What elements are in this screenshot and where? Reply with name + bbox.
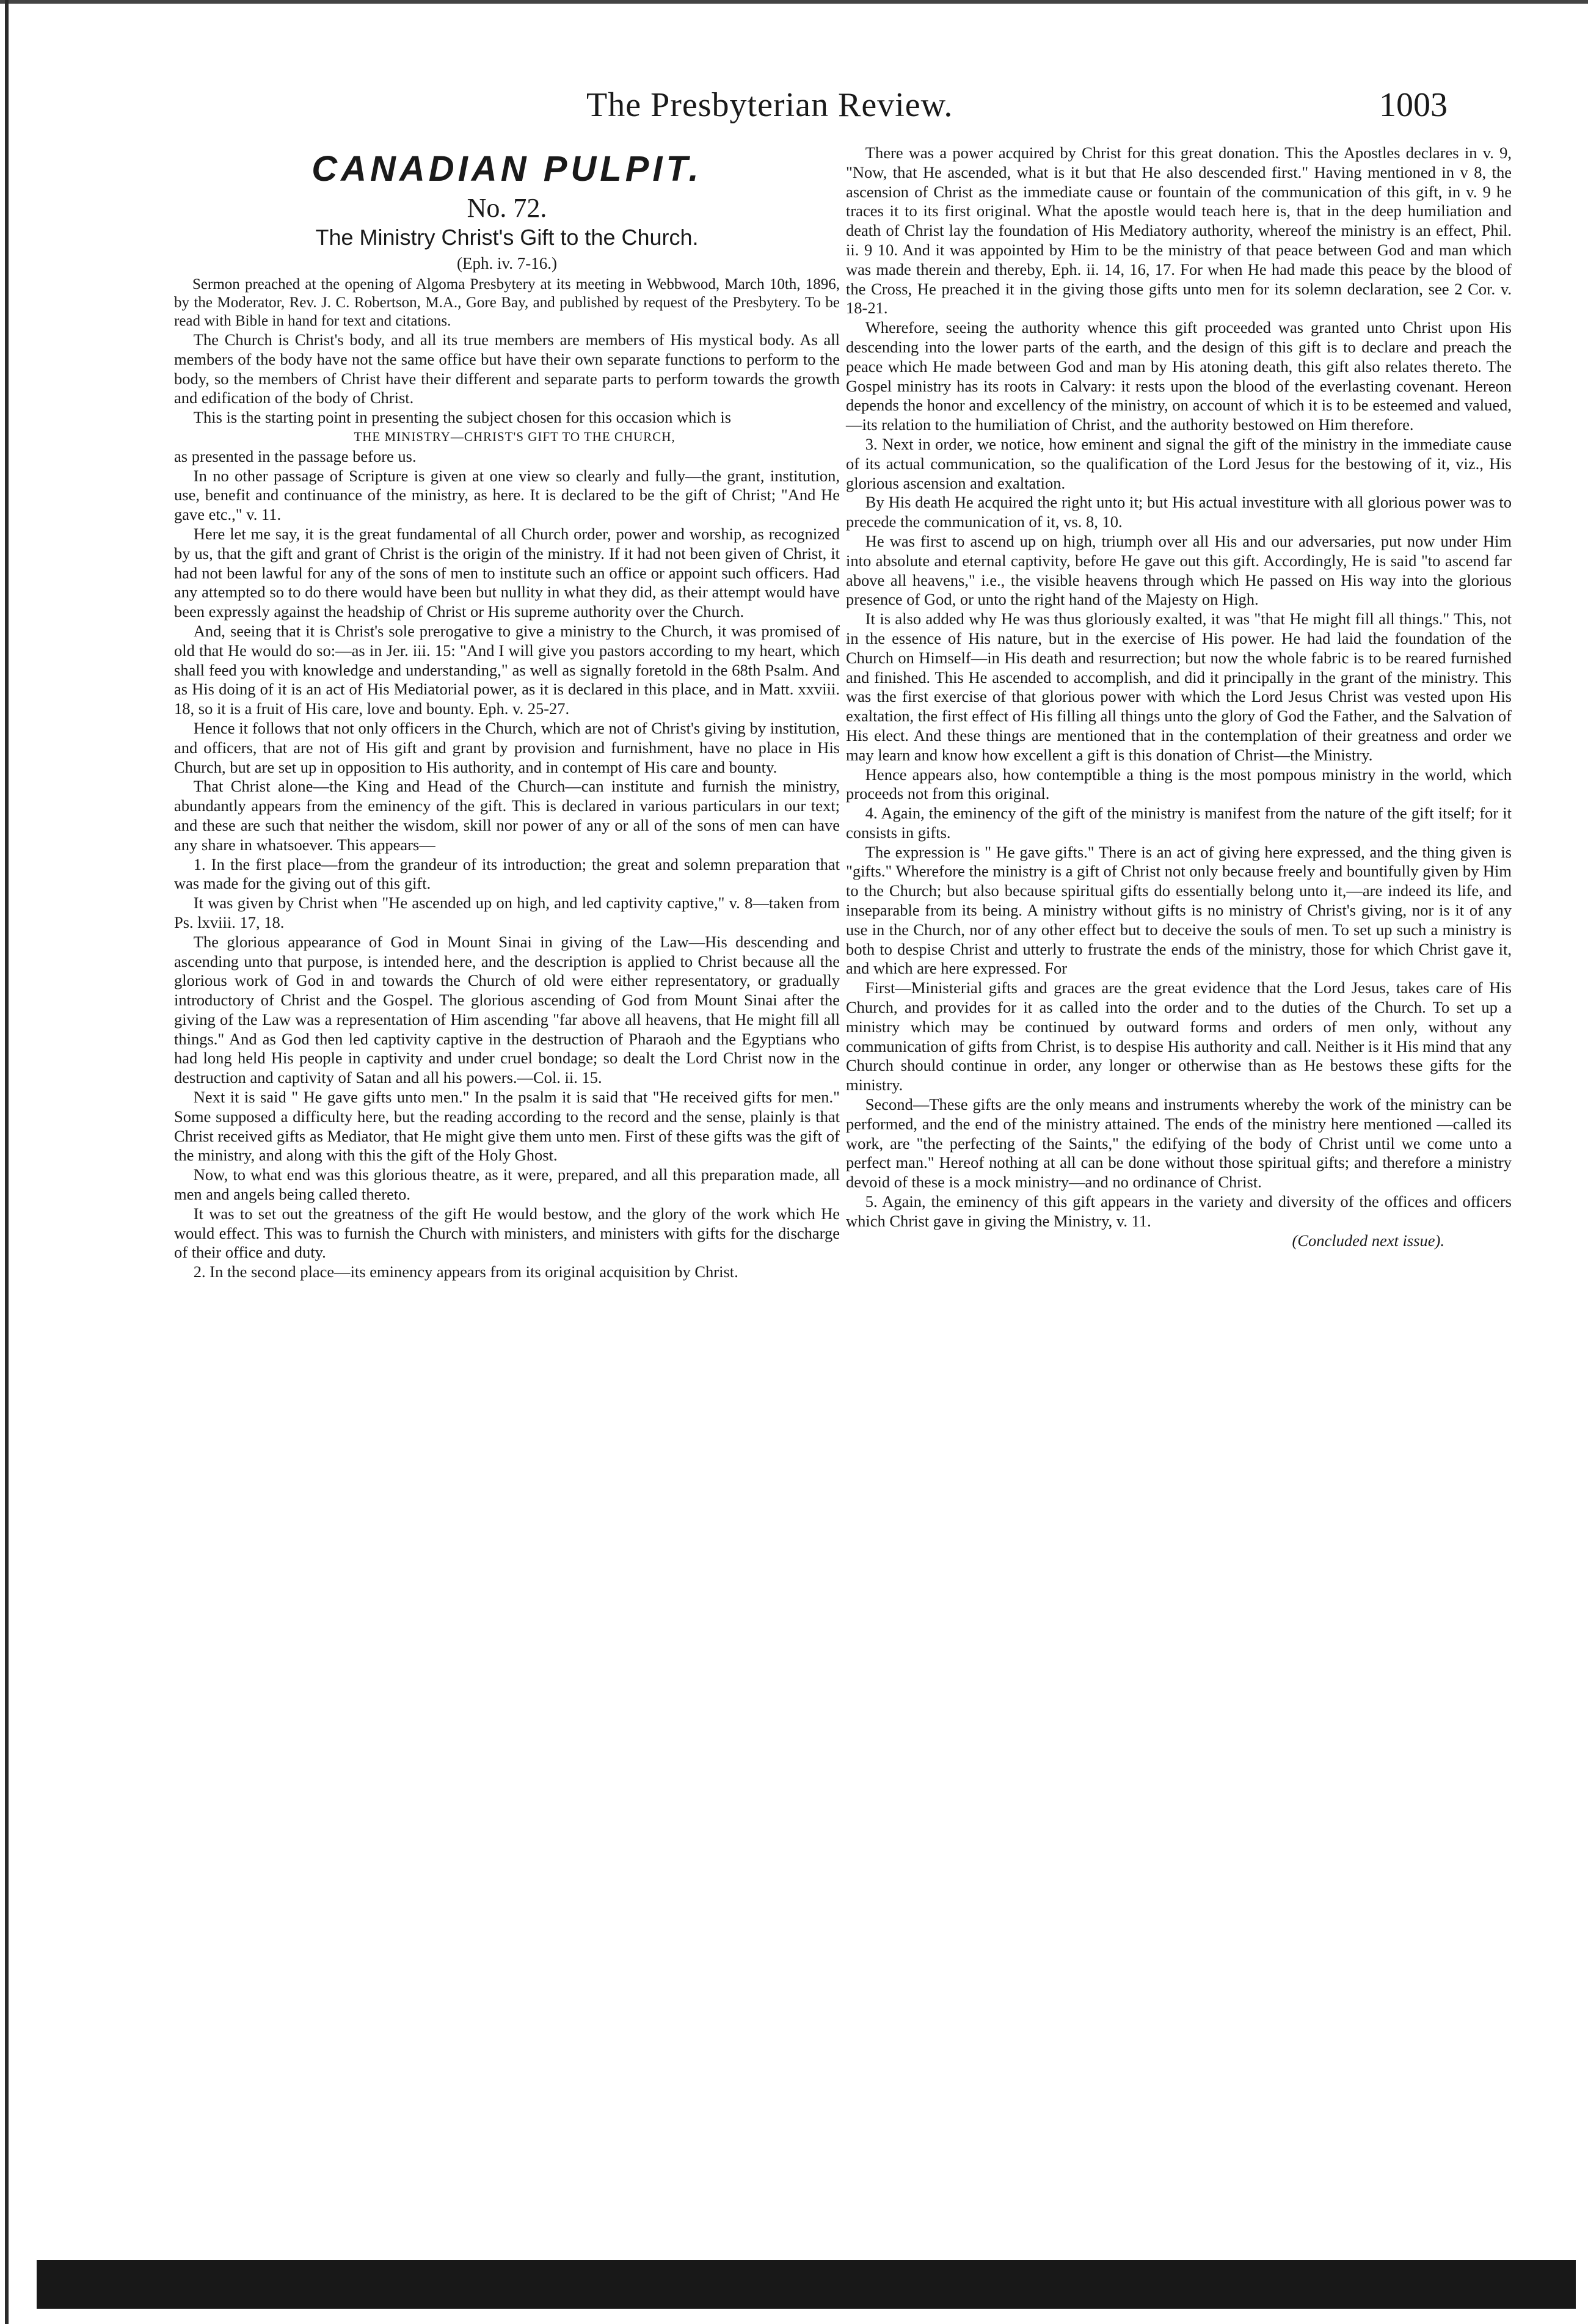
- paragraph: It was to set out the greatness of the gift He would bestow, and the glory of the work which He would effect. This was to furnish the Church with ministers, and ministers with gifts for the discharge of their office and duty.: [174, 1204, 840, 1262]
- paragraph: There was a power acquired by Christ for this great donation. This the Apostles declares in v. 9, "Now, that He ascended, what is it but that He also descended first." Having mentioned in v 8, the ascension of Christ as the immediate cause or fountain of the communication of this gift, in v. 9 he traces it to its first original. What the apostle would teach here is, that in the deep humiliation and death of Christ lay the foundation of His Mediatory authority, whereof the ministry is an effect, Phil. ii. 9 10. And it was appointed by Him to be the ministry of that peace between God and man which was made therein and thereby, Eph. ii. 14, 16, 17. For when He had made this peace by the blood of the Cross, He preached it in the giving those gifts unto men for its solemn declaration, see 2 Cor. v. 18-21.: [846, 144, 1512, 318]
- paragraph: The glorious appearance of God in Mount Sinai in giving of the Law—His descending and ascending unto that purpose, is intended here, and the description is applied to Christ because all the glorious work of God in and towards the Church of old were either representatory, or gradually introductory of Christ and the Gospel. The glorious ascending of God from Mount Sinai after the giving of the Law was a representation of Him ascending "far above all heavens, that He might fill all things." And as God then led captivity captive in the destruction of Pharaoh and the Egyptians who had long held His people in captivity and under cruel bondage; so dealt the Lord Christ now in the destruction and captivity of Satan and all his powers.—Col. ii. 15.: [174, 932, 840, 1087]
- paragraph: In no other passage of Scripture is given at one view so clearly and fully—the grant, institution, use, benefit and continuance of the ministry, as here. It is declared to be the gift of Christ; "And He gave etc.," v. 11.: [174, 466, 840, 524]
- paragraph: And, seeing that it is Christ's sole prerogative to give a ministry to the Church, it was promised of old that He would do so:—as in Jer. iii. 15: "And I will give you pastors according to my heart, which shall feed you with knowledge and understanding," as well as signally foretold in the 68th Psalm. And as His doing of it is an act of His Mediatorial power, as it is declared in this place, and in Matt. xxviii. 18, so it is a fruit of His care, love and bounty. Eph. v. 25-27.: [174, 621, 840, 718]
- paragraph: First—Ministerial gifts and graces are the great evidence that the Lord Jesus, takes care of His Church, and provides for it as called into the order and to the duties of the Church. To set up a ministry which may be continued by outward forms and orders of men only, without any communication of gifts from Christ, is to despise His authority and call. Neither is it His mind that any Church should continue in order, any longer or otherwise than as He bestows these gifts for the ministry.: [846, 978, 1512, 1095]
- section-title: CANADIAN PULPIT.: [311, 149, 702, 189]
- paragraph: 4. Again, the eminency of the gift of the ministry is manifest from the nature of the gift itself; for it consists in gifts.: [846, 804, 1512, 842]
- paragraph: This is the starting point in presenting the subject chosen for this occasion which is: [193, 408, 732, 427]
- top-rule: [0, 0, 1588, 4]
- paragraph: Now, to what end was this glorious theatre, as it were, prepared, and all this preparation made, all men and angels being called thereto.: [174, 1165, 840, 1204]
- paragraph: The expression is " He gave gifts." There is an act of giving here expressed, and the thing given is "gifts." Wherefore the ministry is a gift of Christ not only because freely and bountifully given by Him to the Church; but also because spiritual gifts do essentially belong unto it,—are indeed its life, and inseparable from its being. A ministry without gifts is no ministry of Christ's giving, nor is it of any use in the Church, nor of any other effect but to deceive the souls of men. To set up such a ministry is both to despise Christ and utterly to frustrate the ends of the ministry, those for which Christ gave it, and which are here expressed. For: [846, 842, 1512, 978]
- sermon-title: The Ministry Christ's Gift to the Church.: [315, 225, 699, 250]
- paragraph: Hence it follows that not only officers in the Church, which are not of Christ's giving by institution, and officers, that are not of His gift and grant by provision and furnishment, have no place in His Church, but are set up in opposition to His authority, and in contempt of His care and bounty.: [174, 718, 840, 776]
- scripture-reference: (Eph. iv. 7-16.): [457, 254, 557, 272]
- sermon-number: No. 72.: [467, 193, 547, 223]
- sermon-note: Sermon preached at the opening of Algoma Presbytery at its meeting in Webbwood, March 10th, 1896, by the Moderator, Rev. J. C. Robertson, M.A., Gore Bay, and published by request of the Presbytery. To be read with Bible in hand for text and citations.: [174, 276, 840, 329]
- left-column: [174, 144, 840, 1282]
- paragraph: Hence appears also, how contemptible a thing is the most pompous ministry in the world, which proceeds not from this original.: [846, 765, 1512, 803]
- page-number: 1003: [1379, 86, 1448, 124]
- left-margin-rule: [5, 0, 9, 2324]
- paragraph: The Church is Christ's body, and all its true members are members of His mystical body. As all members of the body have not the same office but have their own separate functions to perform to the body, so the members of Christ have their different and separate parts to perform towards the growth and edification of the body of Christ.: [174, 330, 840, 407]
- paragraph: Second—These gifts are the only means and instruments whereby the work of the ministry can be performed, and the end of the ministry attained. The ends of the ministry here mentioned —called its work, are "the perfecting of the Saints," the edifying of the body of Christ until we come unto a perfect man." Hereof nothing at all can be done without those spiritual gifts; and therefore a ministry devoid of these is a mock ministry—and no ordinance of Christ.: [846, 1095, 1512, 1192]
- paragraph: He was first to ascend up on high, triumph over all His and our adversaries, put now under Him into absolute and eternal captivity, before He gave out this gift. Accordingly, He is said "to ascend far above all heavens," i.e., the visible heavens through which He passed on His way into the glorious presence of God, or unto the right hand of the Majesty on High.: [846, 531, 1512, 609]
- paragraph: That Christ alone—the King and Head of the Church—can institute and furnish the ministry, abundantly appears from the eminency of the gift. This is declared in various particulars in our text; and these are such that neither the wisdom, skill nor power of any or all of the sons of men can have any share in whatsoever. This appears—: [174, 777, 840, 854]
- paragraph: 5. Again, the eminency of this gift appears in the variety and diversity of the offices and officers which Christ gave in giving the Ministry, v. 11.: [846, 1192, 1512, 1230]
- paragraph: 1. In the first place—from the grandeur of its introduction; the great and solemn preparation that was made for the giving out of this gift.: [174, 854, 840, 893]
- right-column: [846, 144, 1512, 1250]
- paragraph: It is also added why He was thus gloriously exalted, it was "that He might fill all things." This, not in the essence of His nature, but in the exercise of His power. He had laid the foundation of the Church on Himself—in His death and resurrection; but now the whole fabric is to be reared furnished and finished. This He ascended to accomplish, and did it principally in the grant of the ministry. This was the first exercise of that glorious power with which the Lord Jesus Christ was vested upon His exaltation, the first effect of His filling all things unto the glory of God the Father, and the Salvation of His elect. And these things are mentioned that in the contemplation of their greatness and order we may learn and know how excellent a gift is this donation of Christ—the Ministry.: [846, 610, 1512, 764]
- paragraph: 2. In the second place—its eminency appears from its original acquisition by Christ.: [193, 1262, 738, 1281]
- paragraph: as presented in the passage before us.: [174, 446, 417, 465]
- bottom-scan-band: [37, 2260, 1576, 2309]
- subject-heading: THE MINISTRY—CHRIST'S GIFT TO THE CHURCH,: [354, 429, 676, 444]
- paragraph: By His death He acquired the right unto it; but His actual investiture with all glorious power was to precede the communication of it, vs. 8, 10.: [846, 493, 1512, 531]
- paragraph: Wherefore, seeing the authority whence this gift proceeded was granted unto Christ upon His descending into the lower parts of the earth, and the design of this gift is to declare and preach the peace which He made between God and man by His atoning death, this gift also relates thereto. The Gospel ministry has its roots in Calvary: it rests upon the blood of the everlasting covenant. Hereon depends the honor and excellency of the ministry, on account of which it is to be esteemed and valued,—its relation to the humiliation of Christ, and the authority bestowed on Him therefore.: [846, 318, 1512, 434]
- continued-note: (Concluded next issue).: [1292, 1231, 1444, 1250]
- masthead: The Presbyterian Review.: [586, 86, 953, 124]
- paragraph: Next it is said " He gave gifts unto men." In the psalm it is said that "He received gifts for men." Some supposed a difficulty here, but the reading according to the record and the sense, plainly is that Christ received gifts as Mediator, that He might give them unto men. First of these gifts was the gift of the ministry, and along with this the gift of the Holy Ghost.: [174, 1088, 840, 1165]
- paragraph: It was given by Christ when "He ascended up on high, and led captivity captive," v. 8—taken from Ps. lxviii. 17, 18.: [174, 894, 840, 931]
- paragraph: Here let me say, it is the great fundamental of all Church order, power and worship, as recognized by us, that the gift and grant of Christ is the origin of the ministry. If it had not been given of Christ, it had not been lawful for any of the sons of men to institute such an office or appoint such officers. Had any attempted so to do there would have been but nullity in what they did, as their attempt would have been expressly against the headship of Christ or His supreme authority over the Church.: [174, 524, 840, 621]
- paragraph: 3. Next in order, we notice, how eminent and signal the gift of the ministry in the immediate cause of its actual communication, so the qualification of the Lord Jesus for the bestowing of it, viz., His glorious ascension and exaltation.: [846, 434, 1512, 492]
